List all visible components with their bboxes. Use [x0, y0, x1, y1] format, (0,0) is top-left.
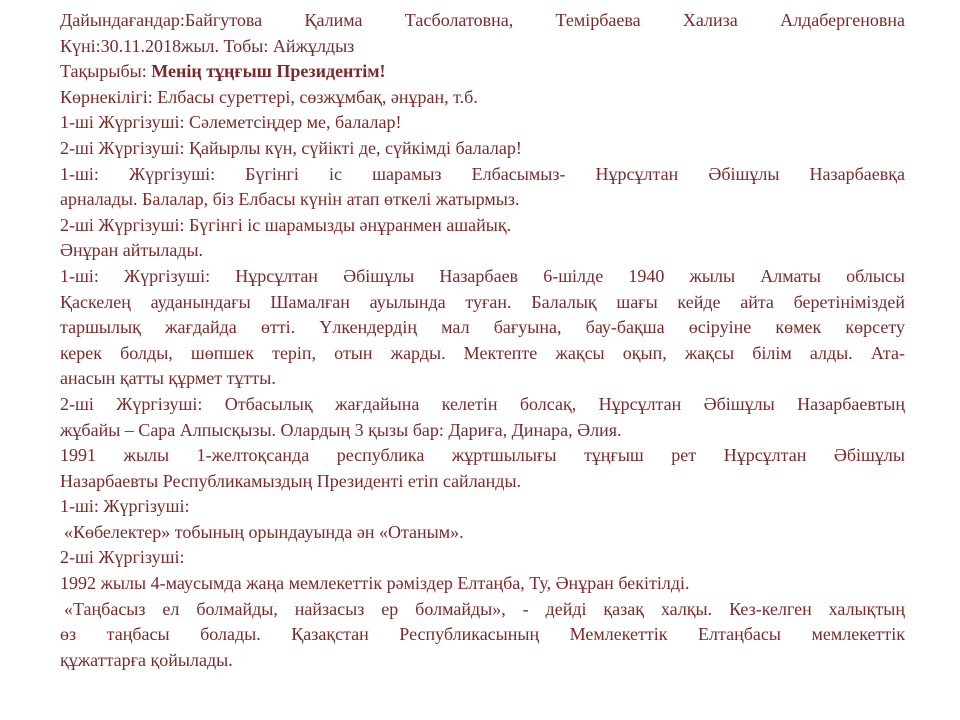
biography-line3: таршылық жағдайда өтті. Үлкендердің мал бағуына, бау-бақша өсіруіне көмек көрсету — [60, 317, 905, 338]
document-body — [60, 8, 905, 673]
biography-line5: анасын қатты құрмет тұтты. — [60, 368, 276, 389]
emblem-line3: құжаттарға қойылады. — [60, 649, 233, 670]
election-line2: Назарбаевты Республикамыздың Президенті етіп сайланды. — [60, 470, 522, 491]
host2-label: 2-ші Жүргізуші: — [60, 547, 185, 568]
emblem-line2: өз таңбасы болады. Қазақстан Республикасының Мемлекеттік Елтаңбасы мемлекеттік — [60, 624, 905, 645]
host1-intro-line1: 1-ші: Жүргізуші: Бүгінгі іс шарамыз Елбасымыз- Нұрсұлтан Әбішұлы Назарбаевқа — [60, 163, 905, 184]
host2-greeting: 2-ші Жүргізуші: Қайырлы күн, сүйікті де, сүйкімді балалар! — [60, 137, 522, 158]
emblem-line1: «Таңбасыз ел болмайды, найзасыз ер болмайды», - дейді қазақ халқы. Кез-келген халықтың — [64, 598, 905, 619]
family-line1: 2-ші Жүргізуші: Отбасылық жағдайына келетін болсақ, Нұрсұлтан Әбішұлы Назарбаевтың — [60, 393, 905, 414]
host2-anthem-intro: 2-ші Жүргізуші: Бүгінгі іс шарамызды әнұранмен ашайық. — [60, 214, 512, 235]
topic-label: Тақырыбы: — [60, 61, 152, 82]
anthem-note: Әнұран айтылады. — [60, 240, 204, 261]
host1-greeting: 1-ші Жүргізуші: Сәлеметсіңдер ме, балалар! — [60, 112, 402, 133]
symbols-line: 1992 жылы 4-маусымда жаңа мемлекеттік рәміздер Елтаңба, Ту, Әнұран бекітілді. — [60, 573, 690, 594]
election-line1: 1991 жылы 1-желтоқсанда республика жұртшылығы тұңғыш рет Нұрсұлтан Әбішұлы — [60, 445, 905, 466]
host1-label: 1-ші: Жүргізуші: — [60, 496, 190, 517]
topic-title: Менің тұңғыш Президентім! — [151, 61, 386, 82]
biography-line1: 1-ші: Жүргізуші: Нұрсұлтан Әбішұлы Назарбаев 6-шілде 1940 жылы Алматы облысы — [60, 265, 905, 286]
biography-line2: Қаскелең ауданындағы Шамалған ауылында туған. Балалық шағы кейде айта беретініміздей — [60, 291, 905, 312]
biography-line4: керек болды, шөпшек теріп, отын жарды. Мектепте жақсы оқып, жақсы білім алды. Ата- — [60, 342, 905, 363]
authors-line: Дайындағандар:Байгутова Қалима Тасболатовна, Темірбаева Хализа Алдабергеновна — [60, 10, 905, 30]
host1-intro-line2: арналады. Балалар, біз Елбасы күнін атап өткелі жатырмыз. — [60, 189, 520, 210]
song-line: «Көбелектер» тобының орындауында ән «Отаным». — [64, 521, 464, 542]
family-line2: жұбайы – Сара Алпысқызы. Олардың 3 қызы бар: Дариға, Динара, Әлия. — [60, 419, 622, 440]
visual-aids-line: Көрнекілігі: Елбасы суреттері, сөзжұмбақ, әнұран, т.б. — [60, 86, 478, 107]
date-group-line: Күні:30.11.2018жыл. Тобы: Айжұлдыз — [60, 35, 355, 56]
topic-line — [60, 59, 905, 85]
